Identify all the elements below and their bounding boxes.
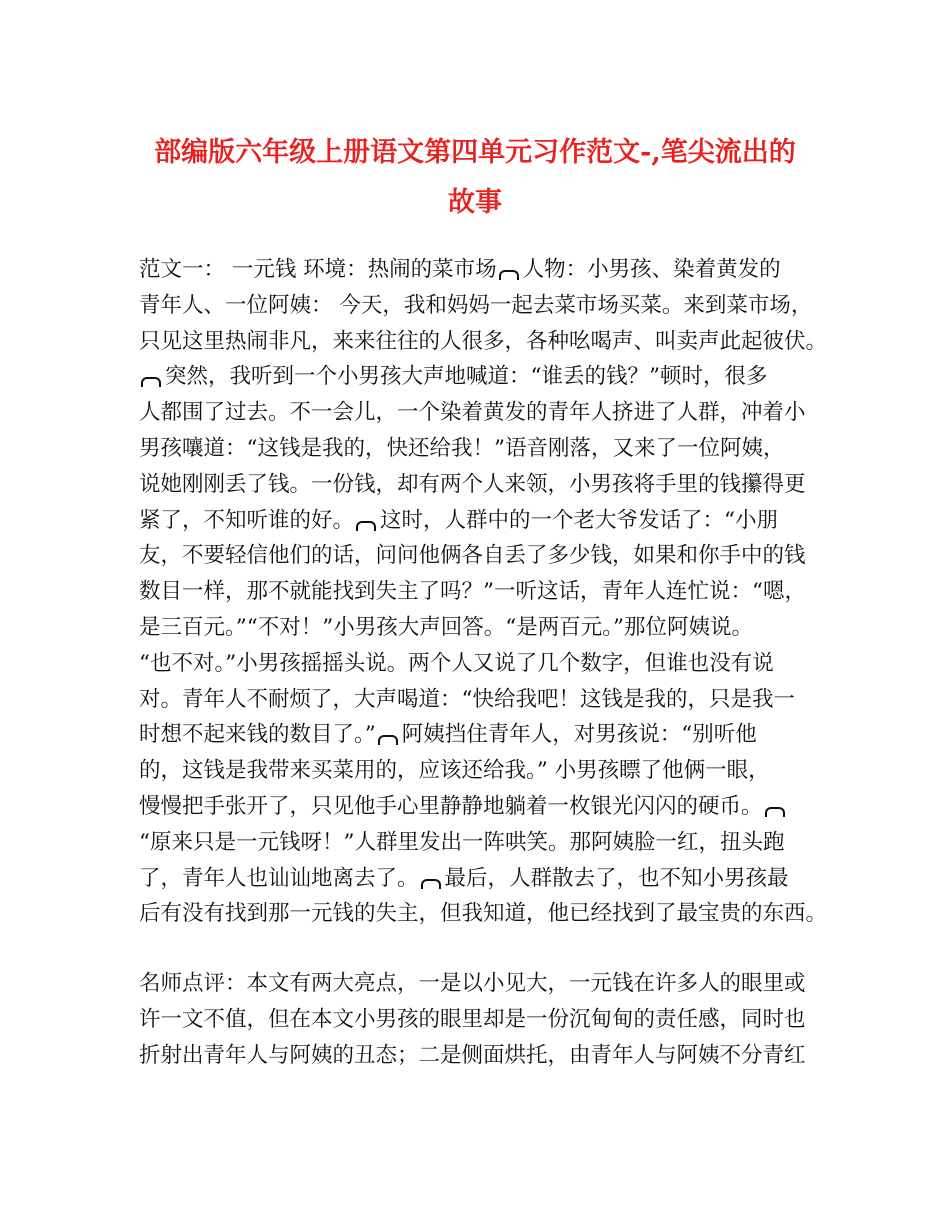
text-line <box>139 395 829 431</box>
paragraph-break-mark-icon <box>378 735 398 745</box>
text-line <box>139 431 829 467</box>
text-segment: 这时，人群中的一个老大爷发话了：“小朋 <box>380 507 779 533</box>
essay-paragraph <box>139 252 829 932</box>
text-segment: 最后，人群散去了，也不知小男孩最 <box>444 865 789 891</box>
text-line <box>139 682 829 718</box>
text-line <box>139 717 829 753</box>
paragraph-break-mark-icon <box>141 377 161 387</box>
paragraph-break-mark-icon <box>421 879 441 889</box>
text-line: 名师点评：本文有两大亮点，一是以小见大，一元钱在许多人的眼里或 <box>139 971 806 997</box>
text-segment: 人物：小男孩、染着黄发的 <box>522 257 781 282</box>
text-line <box>139 753 829 789</box>
text-segment: 对。青年人不耐烦了，大声喝道：“快给我吧！这钱是我的，只是我一 <box>139 686 795 712</box>
text-segment: 范文一： 一元钱 环境：热闹的菜市场 <box>139 257 497 282</box>
teacher-comment-paragraph <box>139 966 829 1073</box>
text-line <box>139 789 829 825</box>
text-line <box>139 896 829 932</box>
text-line <box>139 288 829 324</box>
text-segment: 的，这钱是我带来买菜用的，应该还给我。” 小男孩瞟了他俩一眼， <box>139 758 770 784</box>
text-segment: 数目一样，那不就能找到失主了吗？”一听这话，青年人连忙说：“嗯， <box>139 579 806 605</box>
text-line <box>139 574 829 610</box>
text-line <box>139 610 829 646</box>
text-segment: 人都围了过去。不一会儿，一个染着黄发的青年人挤进了人群，冲着小 <box>139 400 806 426</box>
text-segment: 说她刚刚丢了钱。一份钱，却有两个人来领，小男孩将手里的钱攥得更 <box>139 471 806 497</box>
text-segment: 阿姨挡住青年人，对男孩说：“别听他 <box>401 722 757 748</box>
text-line: 折射出青年人与阿姨的丑态；二是侧面烘托，由青年人与阿姨不分青红 <box>139 1042 806 1068</box>
text-segment: 只见这里热闹非凡，来来往往的人很多，各种吆喝声、叫卖声此起彼伏。 <box>139 328 828 354</box>
text-segment: “原来只是一元钱呀！”人群里发出一阵哄笑。那阿姨脸一红，扭头跑 <box>139 829 785 855</box>
text-segment: 了，青年人也讪讪地离去了。 <box>139 865 419 891</box>
text-segment: 男孩嚷道：“这钱是我的，快还给我！”语音刚落，又来了一位阿姨， <box>139 435 785 461</box>
text-segment: “也不对。”小男孩摇摇头说。两个人又说了几个数字，但谁也没有说 <box>139 650 774 676</box>
text-line <box>139 646 829 682</box>
text-segment: 时想不起来钱的数目了。” <box>139 722 376 748</box>
text-line <box>139 825 829 861</box>
text-line <box>139 538 829 574</box>
document-body <box>139 252 829 1074</box>
text-line <box>139 324 829 360</box>
text-segment: 慢慢把手张开了，只见他手心里静静地躺着一枚银光闪闪的硬币。 <box>139 793 763 819</box>
text-line <box>139 467 829 503</box>
text-line <box>139 252 829 288</box>
paragraph-break-mark-icon <box>356 521 376 531</box>
page-title <box>120 128 830 228</box>
text-segment: 后有没有找到那一元钱的失主，但我知道，他已经找到了最宝贵的东西。 <box>139 901 828 927</box>
text-line <box>139 861 829 897</box>
text-segment: 青年人、一位阿姨： 今天，我和妈妈一起去菜市场买菜。来到菜市场， <box>139 292 813 318</box>
paragraph-break-mark-icon <box>765 807 785 817</box>
text-line: 许一文不值，但在本文小男孩的眼里却是一份沉甸甸的责任感，同时也 <box>139 1006 806 1032</box>
text-line <box>139 359 829 395</box>
text-segment: 突然，我听到一个小男孩大声地喊道：“谁丢的钱？”顿时，很多 <box>165 364 768 390</box>
text-line <box>139 503 829 539</box>
text-segment: 友，不要轻信他们的话，问问他俩各自丢了多少钱，如果和你手中的钱 <box>139 543 806 569</box>
text-segment: 紧了，不知听谁的好。 <box>139 507 355 533</box>
text-segment: 是三百元。”“不对！”小男孩大声回答。“是两百元。”那位阿姨说。 <box>139 614 753 640</box>
paragraph-break-mark-icon <box>499 270 519 280</box>
title-line-1: 部编版六年级上册语文第四单元习作范文-,笔尖流出的 <box>154 137 796 168</box>
title-line-2: 故事 <box>448 187 502 218</box>
